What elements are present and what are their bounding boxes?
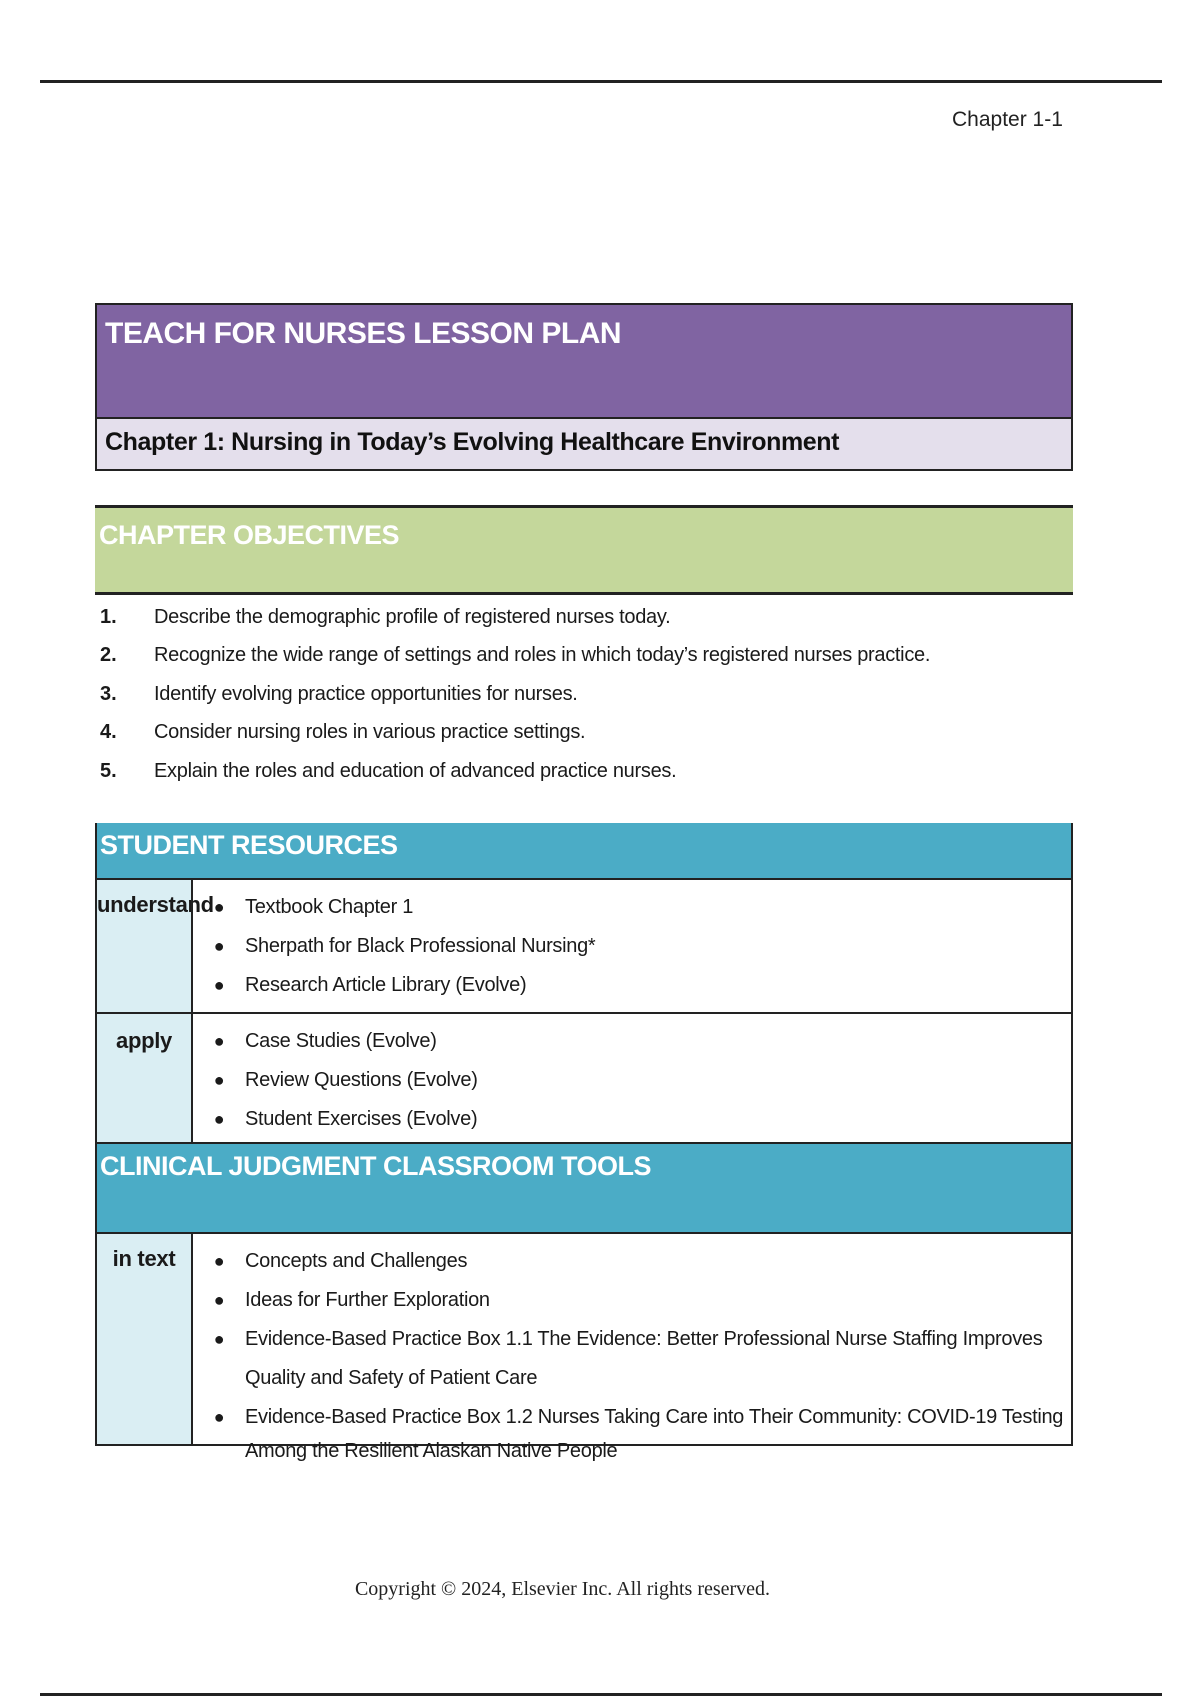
copyright-notice: Copyright © 2024, Elsevier Inc. All rights reserved. <box>354 1578 771 1600</box>
resources-table <box>95 823 1073 1462</box>
objective-item <box>100 675 1070 714</box>
list-item <box>193 1398 1071 1468</box>
objective-number: 1. <box>100 605 117 628</box>
resource-text: Research Article Library (Evolve) <box>245 974 527 996</box>
objective-item <box>100 598 1070 637</box>
objective-text: Consider nursing roles in various practice settings. <box>154 721 586 744</box>
lesson-title-band <box>97 305 1071 419</box>
chapter-objectives-heading-band <box>95 505 1073 595</box>
tool-text: Concepts and Challenges <box>245 1250 468 1272</box>
apply-label: apply <box>97 1014 191 1142</box>
chapter-objectives-heading: CHAPTER OBJECTIVES <box>99 520 400 550</box>
list-item <box>193 1061 1071 1100</box>
objective-item <box>100 714 1070 753</box>
bullet-icon: ● <box>213 897 225 917</box>
list-item <box>193 927 1071 966</box>
objective-item <box>100 637 1070 676</box>
understand-label: understand <box>97 880 191 1012</box>
list-item <box>193 966 1071 1005</box>
objective-text: Recognize the wide range of settings and roles in which today’s registered nurses practice. <box>154 644 931 667</box>
in-text-content <box>191 1234 1071 1462</box>
in-text-row <box>97 1234 1071 1462</box>
bottom-rule <box>40 1693 1162 1696</box>
objective-number: 5. <box>100 759 117 782</box>
chapter-title-band <box>97 419 1071 469</box>
resource-text: Student Exercises (Evolve) <box>245 1108 478 1130</box>
page-number-label: Chapter 1-1 <box>952 108 1063 131</box>
clinical-tools-heading: CLINICAL JUDGMENT CLASSROOM TOOLS <box>97 1142 1071 1234</box>
bullet-icon: ● <box>213 1070 225 1090</box>
list-item <box>193 1320 1071 1398</box>
bullet-icon: ● <box>213 1290 225 1310</box>
bullet-icon: ● <box>213 1407 225 1427</box>
resource-text: Sherpath for Black Professional Nursing* <box>245 935 596 957</box>
understand-row <box>97 880 1071 1014</box>
list-item <box>193 1242 1071 1281</box>
bullet-icon: ● <box>213 1329 225 1349</box>
lesson-title: TEACH FOR NURSES LESSON PLAN <box>105 317 622 350</box>
objectives-list <box>100 598 1070 791</box>
bullet-icon: ● <box>213 1031 225 1051</box>
bullet-icon: ● <box>213 1109 225 1129</box>
student-resources-heading: STUDENT RESOURCES <box>97 823 1071 880</box>
resource-text: Review Questions (Evolve) <box>245 1069 478 1091</box>
objective-text: Identify evolving practice opportunities for nurses. <box>154 682 578 705</box>
tool-text: Evidence-Based Practice Box 1.1 The Evidence: Better Professional Nurse Staffing Improves Quality and Safety of Patient Care <box>245 1328 1043 1389</box>
list-item <box>193 1281 1071 1320</box>
bullet-icon: ● <box>213 975 225 995</box>
resource-text: Textbook Chapter 1 <box>245 896 414 918</box>
objective-number: 4. <box>100 721 117 744</box>
chapter-title: Chapter 1: Nursing in Today’s Evolving Healthcare Environment <box>105 428 840 456</box>
bullet-icon: ● <box>213 1251 225 1271</box>
apply-content <box>191 1014 1071 1142</box>
objective-text: Describe the demographic profile of registered nurses today. <box>154 605 671 628</box>
apply-row <box>97 1014 1071 1142</box>
tool-text: Evidence-Based Practice Box 1.2 Nurses Taking Care into Their Community: COVID-19 Testing Among the Resilient Alaskan Native People <box>245 1406 1064 1462</box>
list-item <box>193 1100 1071 1139</box>
resource-text: Case Studies (Evolve) <box>245 1030 437 1052</box>
top-rule <box>40 80 1162 83</box>
objective-number: 2. <box>100 644 117 667</box>
tool-text: Ideas for Further Exploration <box>245 1289 490 1311</box>
objective-item <box>100 752 1070 791</box>
lesson-header <box>95 303 1073 471</box>
bullet-icon: ● <box>213 936 225 956</box>
list-item <box>193 1022 1071 1061</box>
list-item <box>193 888 1071 927</box>
in-text-label: in text <box>97 1234 191 1444</box>
understand-content <box>191 880 1071 1012</box>
objective-text: Explain the roles and education of advanced practice nurses. <box>154 759 677 782</box>
objective-number: 3. <box>100 682 117 705</box>
